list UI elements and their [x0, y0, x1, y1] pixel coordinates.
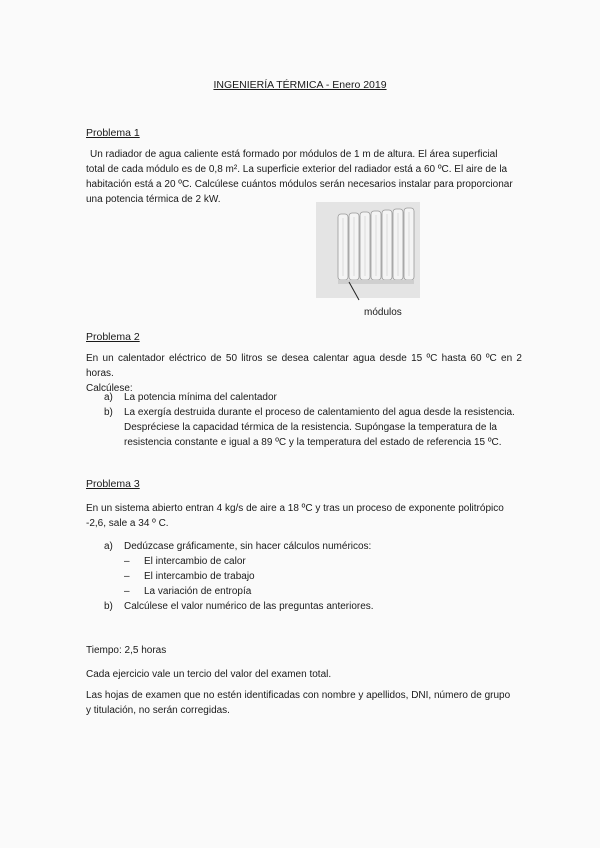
- item-label: b): [104, 601, 113, 612]
- dash-bullet: –: [124, 556, 130, 567]
- radiator-image: [316, 202, 420, 298]
- problem-2-line: En un calentador eléctrico de 50 litros se desea calentar agua desde 15 ºC hasta 60 ºC en 2 horas.: [86, 353, 522, 379]
- problem-3-line: En un sistema abierto entran 4 kg/s de aire a 18 ºC y tras un proceso de exponente politrópico: [86, 503, 504, 514]
- problem-3-line: -2,6, sale a 34 º C.: [86, 518, 169, 529]
- item-label: b): [104, 407, 113, 418]
- problem-2-line: Calcúlese:: [86, 383, 133, 394]
- item-text: Despréciese la capacidad térmica de la resistencia. Supóngase la temperatura de la: [124, 422, 497, 433]
- problem-2-item-a: [104, 390, 524, 405]
- grading-note: Cada ejercicio vale un tercio del valor del examen total.: [86, 669, 332, 680]
- subitem-text: La variación de entropía: [144, 586, 252, 597]
- problem-1-statement: [86, 147, 518, 207]
- item-text: Calcúlese el valor numérico de las preguntas anteriores.: [124, 601, 374, 612]
- exam-time: Tiempo: 2,5 horas: [86, 645, 167, 656]
- problem-3-item-a: [104, 539, 524, 554]
- radiator-icon: [316, 202, 420, 298]
- item-text: resistencia constante e igual a 89 ºC y la temperatura del estado de referencia 15 ºC.: [124, 437, 502, 448]
- module-pointer-line: [345, 280, 365, 304]
- problem-3-subitem: [124, 569, 255, 584]
- item-text: La exergía destruida durante el proceso de calentamiento del agua desde la resistencia.: [124, 407, 515, 418]
- problem-3-subitem: [124, 554, 246, 569]
- problem-1-line: Un radiador de agua caliente está formado por módulos de 1 m de altura. El área superficial: [90, 149, 498, 160]
- item-label: a): [104, 392, 113, 403]
- item-label: a): [104, 541, 113, 552]
- identification-note-line: Las hojas de examen que no estén identificadas con nombre y apellidos, DNI, número de grupo: [86, 690, 511, 701]
- identification-note: [86, 688, 526, 718]
- problem-1-heading: Problema 1: [86, 127, 140, 139]
- problem-1-line: una potencia térmica de 2 kW.: [86, 194, 221, 205]
- problem-1-line: habitación está a 20 ºC. Calcúlese cuántos módulos serán necesarios instalar para proporcionar: [86, 179, 513, 190]
- subitem-text: El intercambio de calor: [144, 556, 246, 567]
- problem-2-heading: Problema 2: [86, 331, 140, 343]
- item-text: La potencia mínima del calentador: [124, 392, 277, 403]
- exam-title: INGENIERÍA TÉRMICA - Enero 2019: [213, 79, 387, 91]
- figure-label-modulos: módulos: [364, 307, 402, 318]
- problem-3-item-b: [104, 599, 524, 614]
- subitem-text: El intercambio de trabajo: [144, 571, 255, 582]
- dash-bullet: –: [124, 571, 130, 582]
- problem-3-statement: [86, 501, 522, 531]
- problem-1-line: total de cada módulo es de 0,8 m². La superficie exterior del radiador está a 60 ºC. El aire de la: [86, 164, 508, 175]
- problem-3-heading: Problema 3: [86, 478, 140, 490]
- problem-3-subitem: [124, 584, 251, 599]
- problem-2-item-b: [104, 405, 524, 450]
- dash-bullet: –: [124, 586, 130, 597]
- item-text: Dedúzcase gráficamente, sin hacer cálculos numéricos:: [124, 541, 372, 552]
- identification-note-line: y titulación, no serán corregidas.: [86, 705, 230, 716]
